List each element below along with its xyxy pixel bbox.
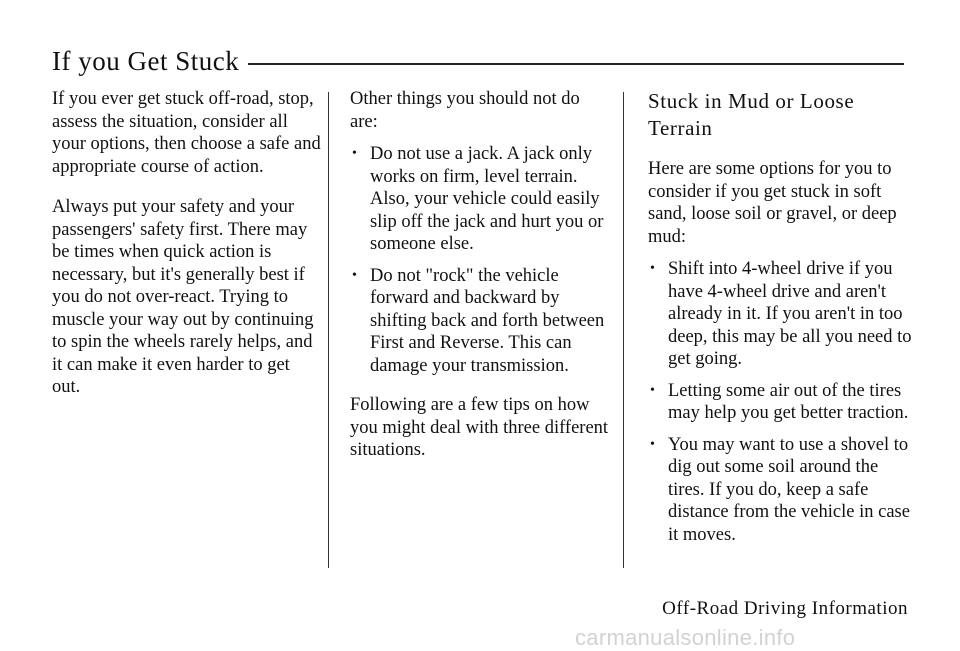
title-rule <box>248 63 904 65</box>
column-1 <box>52 88 322 399</box>
list-item <box>350 143 610 256</box>
section-heading: Stuck in Mud or Loose Terrain <box>648 89 855 140</box>
paragraph: If you ever get stuck off-road, stop, assess the situation, consider all your options, then choose a safe and appropriate course of action. <box>52 89 321 177</box>
list-item <box>648 434 916 547</box>
list-item-text: Do not use a jack. A jack only works on firm, level terrain. Also, your vehicle could easily slip off the jack and hurt you or someone else. <box>370 144 604 254</box>
paragraph: Here are some options for you to consider if you get stuck in soft sand, loose soil or gravel, or deep mud: <box>648 159 897 247</box>
list-item-text: Letting some air out of the tires may help you get better traction. <box>668 380 909 423</box>
bullet-list <box>350 143 610 377</box>
list-item-text: Shift into 4-wheel drive if you have 4-wheel drive and aren't already in it. If you aren't in too deep, this may be all you need to get going. <box>668 259 912 369</box>
column-divider <box>623 92 624 568</box>
list-item <box>350 265 610 378</box>
bullet-icon: • <box>650 261 655 276</box>
page-title: If you Get Stuck <box>52 46 240 76</box>
bullet-icon: • <box>352 146 357 161</box>
bullet-icon: • <box>352 267 357 283</box>
column-3 <box>648 88 916 555</box>
list-item-text: Do not "rock" the vehicle forward and backward by shifting back and forth between First and Reverse. This can damage your transmission. <box>370 265 605 376</box>
paragraph: Other things you should not do are: <box>350 89 580 132</box>
paragraph: Always put your safety and your passengers' safety first. There may be times when quick action is necessary, but it's generally best if you do not over-react. Trying to muscle your way out by continuing to spin the wheels rarely helps, and it can make it even harder to get out. <box>52 197 314 397</box>
bullet-icon: • <box>650 436 655 452</box>
column-divider <box>328 92 329 568</box>
watermark: carmanualsonline.info <box>575 625 796 650</box>
list-item <box>648 380 916 425</box>
list-item-text: You may want to use a shovel to dig out some soil around the tires. If you do, keep a safe distance from the vehicle in case it moves. <box>668 434 910 545</box>
list-item <box>648 258 916 371</box>
page-footer: Off-Road Driving Information <box>662 598 908 619</box>
bullet-list <box>648 258 916 546</box>
paragraph: Following are a few tips on how you might deal with three different situations. <box>350 395 609 460</box>
bullet-icon: • <box>650 382 655 398</box>
column-2 <box>350 88 610 462</box>
